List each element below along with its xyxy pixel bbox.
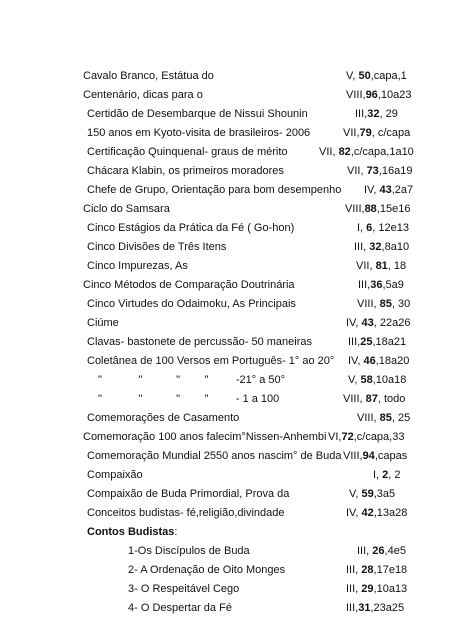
index-entry	[0, 124, 452, 142]
entry-reference: III, 29,10a13	[346, 583, 408, 595]
entry-term: Comemorações de Casamento	[87, 412, 240, 424]
index-subentry	[0, 542, 452, 560]
entry-reference: VIII, 85, 25	[357, 412, 411, 424]
entry-reference: VII,79, c/capa	[343, 127, 411, 139]
entry-term: Cavalo Branco, Estátua do	[83, 70, 214, 82]
section-heading	[0, 523, 452, 541]
entry-reference: I, 2, 2	[373, 469, 401, 481]
entry-reference: VIII,88,15e16	[345, 203, 411, 215]
index-subentry	[0, 599, 452, 617]
entry-reference: III, 28,17e18	[346, 564, 408, 576]
entry-term: 2- A Ordenação de Oito Monges	[128, 564, 286, 576]
entry-reference: V, 58,10a18	[348, 374, 407, 386]
entry-term: Chefe de Grupo, Orientação para bom desempenho	[87, 184, 342, 196]
entry-term: " " " " -21° a 50°	[98, 374, 286, 386]
entry-term: Cinco Métodos de Comparação Doutrinária	[83, 279, 295, 291]
entry-reference: III,36,5a9	[358, 279, 404, 291]
entry-term: Ciúme	[87, 317, 119, 329]
index-entry	[0, 162, 452, 180]
entry-reference: III,25,18a21	[348, 336, 407, 348]
entry-term: 1-Os Discípulos de Buda	[128, 545, 250, 557]
index-entry	[0, 219, 452, 237]
entry-reference: IV, 43,2a7	[364, 184, 414, 196]
entry-reference: VI,72,c/capa,33	[328, 431, 405, 443]
entry-reference: IV, 43, 22a26	[346, 317, 411, 329]
entry-term: Certificação Quinquenal- graus de mérito	[87, 146, 288, 158]
entry-term: Cinco Estágios da Prática da Fé ( Go-hon)	[87, 222, 295, 234]
entry-reference: VII, 73,16a19	[347, 165, 413, 177]
entry-reference: III, 26,4e5	[357, 545, 406, 557]
entry-reference: III,31,23a25	[346, 602, 405, 614]
index-entry	[0, 333, 452, 351]
entry-term: Coletânea de 100 Versos em Português- 1° ao 20°	[87, 355, 335, 367]
entry-term: 3- O Respeitável Cego	[128, 583, 240, 595]
index-entry	[0, 67, 452, 85]
index-entry	[0, 181, 452, 199]
entry-reference: VIII,94,capas	[343, 450, 408, 462]
entry-term: Cinco Virtudes do Odaimoku, As Principais	[87, 298, 296, 310]
entry-reference: III, 32,8a10	[354, 241, 410, 253]
index-entry	[0, 428, 452, 446]
index-entry	[0, 466, 452, 484]
entry-term: Centenário, dicas para o	[83, 89, 203, 101]
entry-reference: V, 50,capa,1	[346, 70, 407, 82]
index-entry	[0, 504, 452, 522]
index-entry	[0, 447, 452, 465]
index-entry	[0, 86, 452, 104]
entry-term: Chácara Klabin, os primeiros moradores	[87, 165, 284, 177]
entry-term: Comemoração Mundial 2550 anos nascim° de Buda	[87, 450, 342, 462]
index-entry	[0, 200, 452, 218]
entry-term: " " " " - 1 a 100	[98, 393, 280, 405]
index-entry	[0, 485, 452, 503]
index-entry	[0, 314, 452, 332]
entry-term: Compaixão	[87, 469, 143, 481]
entry-term: 4- O Despertar da Fé	[128, 602, 232, 614]
index-entry	[0, 143, 452, 161]
entry-reference: I, 6, 12e13	[357, 222, 409, 234]
index-entry	[0, 295, 452, 313]
entry-reference: VII, 82,c/capa,1a10	[319, 146, 414, 158]
entry-term: Compaixão de Buda Primordial, Prova da	[87, 488, 290, 500]
section-heading-text: Contos Budistas:	[87, 526, 178, 538]
index-subentry	[0, 580, 452, 598]
entry-reference: VIII, 87, todo	[343, 393, 406, 405]
entry-term: Clavas- bastonete de percussão- 50 maneiras	[87, 336, 313, 348]
index-entry-ditto	[0, 390, 452, 408]
index-entry	[0, 238, 452, 256]
entry-term: 150 anos em Kyoto-visita de brasileiros- 2006	[87, 127, 311, 139]
entry-term: Ciclo do Samsara	[83, 203, 170, 215]
entry-reference: VIII, 85, 30	[357, 298, 411, 310]
index-entry	[0, 276, 452, 294]
index-entry-ditto	[0, 371, 452, 389]
index-entry	[0, 409, 452, 427]
entry-term: Comemoração 100 anos falecim°Nissen-Anhembi	[83, 431, 327, 443]
entry-reference: V, 59,3a5	[349, 488, 396, 500]
entry-reference: IV, 42,13a28	[346, 507, 408, 519]
entry-term: Cinco Impurezas, As	[87, 260, 188, 272]
index-entry	[0, 105, 452, 123]
index-entry	[0, 352, 452, 370]
entry-term: Conceitos budistas- fé,religião,divindade	[87, 507, 285, 519]
entry-reference: VII, 81, 18	[356, 260, 407, 272]
entry-term: Cinco Divisões de Três Itens	[87, 241, 227, 253]
entry-term: Certidão de Desembarque de Nissui Shounin	[87, 108, 308, 120]
index-subentry	[0, 561, 452, 579]
index-entry	[0, 257, 452, 275]
entry-reference: VIII,96,10a23	[346, 89, 412, 101]
entry-reference: IV, 46,18a20	[348, 355, 410, 367]
entry-reference: III,32, 29	[355, 108, 398, 120]
